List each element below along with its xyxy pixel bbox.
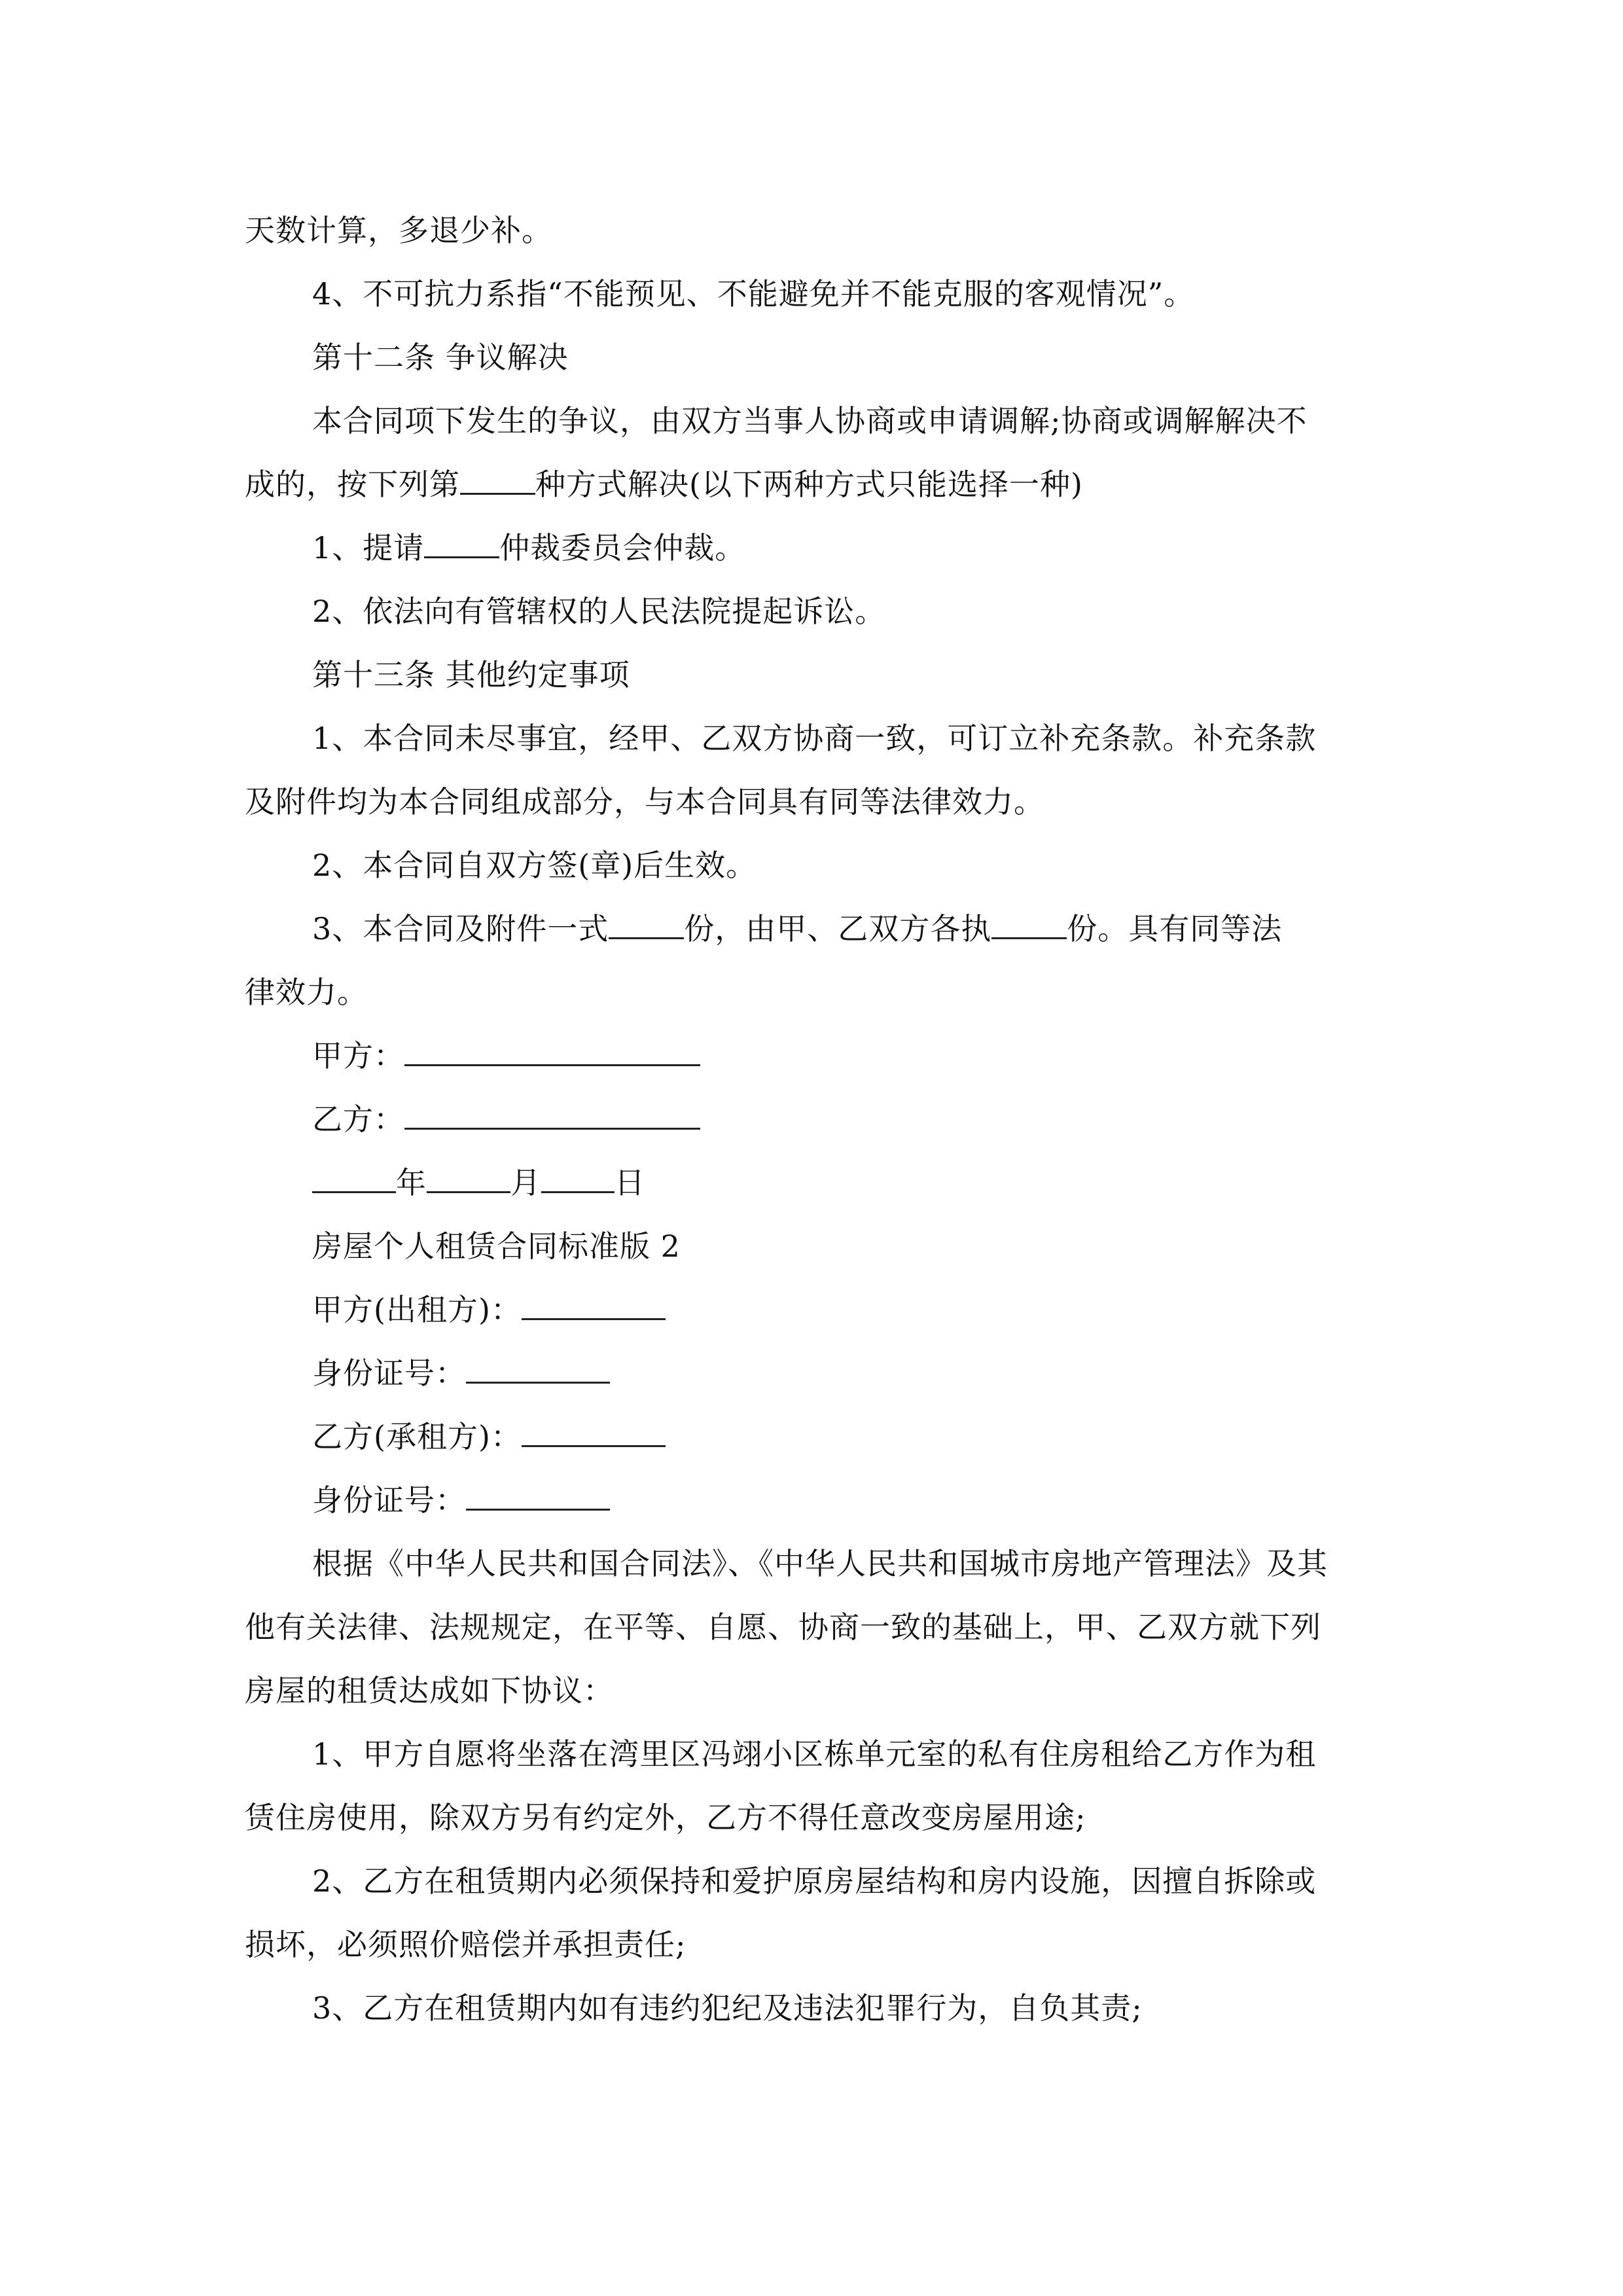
signature-line-party-b (312, 1100, 700, 1139)
label: 乙方： (312, 1102, 404, 1137)
text-line: 1、本合同未尽事宜，经甲、乙双方协商一致，可订立补充条款。补充条款 (312, 721, 1317, 756)
section-heading: 第十三条 其他约定事项 (312, 657, 630, 692)
text-fragment: 份，由甲、乙双方各执 (684, 911, 992, 946)
label: 年 (396, 1165, 427, 1200)
text-line: 损坏，必须照价赔偿并承担责任; (245, 1927, 687, 1962)
label: 身份证号： (312, 1355, 466, 1391)
text-line: 本合同项下发生的争议，由双方当事人协商或申请调解;协商或调解解决不 (312, 403, 1308, 439)
text-line (245, 465, 1083, 504)
text-line: 他有关法律、法规规定，在平等、自愿、协商一致的基础上，甲、乙双方就下列 (245, 1609, 1321, 1645)
text-line: 1、甲方自愿将坐落在湾里区冯翊小区栋单元室的私有住房租给乙方作为租 (312, 1736, 1317, 1772)
fill-blank[interactable] (404, 1102, 700, 1130)
fill-blank[interactable] (466, 1482, 610, 1511)
text-fragment: 种方式解决(以下两种方式只能选择一种) (535, 467, 1083, 502)
label: 月 (510, 1165, 541, 1200)
text-fragment: 1、提请 (312, 530, 425, 565)
text-line: 房屋的租赁达成如下协议： (245, 1673, 614, 1708)
label: 日 (615, 1165, 645, 1200)
text-fragment: 成的，按下列第 (245, 467, 460, 502)
text-line: 2、乙方在租赁期内必须保持和爱护原房屋结构和房内设施，因擅自拆除或 (312, 1863, 1317, 1899)
label: 乙方(承租方)： (312, 1419, 522, 1454)
fill-blank[interactable] (609, 911, 684, 939)
label: 甲方(出租方)： (312, 1292, 522, 1327)
text-fragment: 仲裁委员会仲裁。 (499, 530, 746, 565)
text-line: 根据《中华人民共和国合同法》、《中华人民共和国城市房地产管理法》及其 (312, 1546, 1328, 1581)
text-line (312, 1290, 666, 1329)
text-line: 及附件均为本合同组成部分，与本合同具有同等法律效力。 (245, 784, 1044, 819)
fill-blank[interactable] (541, 1165, 615, 1193)
label: 身份证号： (312, 1482, 466, 1518)
text-line (312, 909, 1282, 948)
fill-blank[interactable] (522, 1292, 666, 1320)
fill-blank[interactable] (460, 467, 535, 495)
fill-blank[interactable] (312, 1165, 396, 1193)
date-line (312, 1163, 645, 1202)
text-line (312, 1480, 610, 1520)
text-line (312, 528, 745, 567)
text-fragment: 3、本合同及附件一式 (312, 911, 609, 946)
text-line (312, 1354, 610, 1393)
text-line: 律效力。 (245, 975, 368, 1010)
text-line: 4、不可抗力系指“不能预见、不能避免并不能克服的客观情况”。 (312, 276, 1195, 312)
text-line: 天数计算，多退少补。 (245, 213, 552, 248)
fill-blank[interactable] (991, 911, 1067, 939)
fill-blank[interactable] (424, 530, 499, 558)
text-line: 赁住房使用，除双方另有约定外，乙方不得任意改变房屋用途; (245, 1800, 1086, 1835)
text-line: 2、本合同自双方签(章)后生效。 (312, 848, 757, 883)
text-line (312, 1417, 666, 1456)
text-line: 2、依法向有管辖权的人民法院提起诉讼。 (312, 594, 886, 629)
fill-blank[interactable] (427, 1165, 510, 1193)
document-title: 房屋个人租赁合同标准版 2 (312, 1229, 681, 1264)
text-line: 3、乙方在租赁期内如有违约犯纪及违法犯罪行为，自负其责; (312, 1990, 1143, 2026)
fill-blank[interactable] (404, 1038, 700, 1066)
signature-line-party-a (312, 1036, 700, 1075)
label: 甲方： (312, 1038, 404, 1073)
section-heading: 第十二条 争议解决 (312, 340, 569, 375)
fill-blank[interactable] (522, 1419, 666, 1447)
text-fragment: 份。具有同等法 (1067, 911, 1283, 946)
fill-blank[interactable] (466, 1355, 610, 1384)
